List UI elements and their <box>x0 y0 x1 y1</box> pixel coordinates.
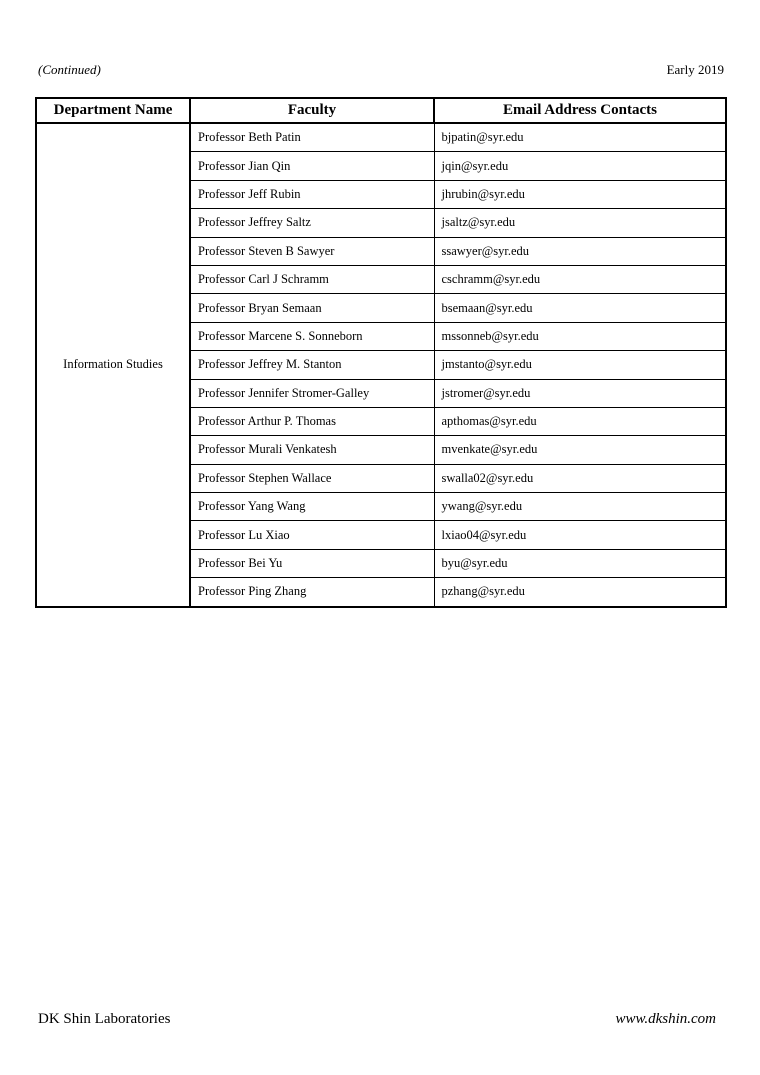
email-cell: jstromer@syr.edu <box>434 379 726 407</box>
email-cell: ywang@syr.edu <box>434 493 726 521</box>
faculty-name-cell: Professor Marcene S. Sonneborn <box>190 322 434 350</box>
faculty-table <box>35 97 727 608</box>
email-cell: swalla02@syr.edu <box>434 464 726 492</box>
email-cell: cschramm@syr.edu <box>434 265 726 293</box>
faculty-name-cell: Professor Murali Venkatesh <box>190 436 434 464</box>
email-cell: pzhang@syr.edu <box>434 578 726 607</box>
faculty-name-cell: Professor Jeffrey Saltz <box>190 209 434 237</box>
faculty-name-cell: Professor Lu Xiao <box>190 521 434 549</box>
faculty-name-cell: Professor Bryan Semaan <box>190 294 434 322</box>
email-cell: jmstanto@syr.edu <box>434 351 726 379</box>
faculty-name-cell: Professor Yang Wang <box>190 493 434 521</box>
email-cell: byu@syr.edu <box>434 549 726 577</box>
email-cell: bjpatin@syr.edu <box>434 123 726 152</box>
faculty-name-cell: Professor Ping Zhang <box>190 578 434 607</box>
faculty-name-cell: Professor Jeffrey M. Stanton <box>190 351 434 379</box>
column-header-email: Email Address Contacts <box>434 98 726 123</box>
email-cell: mvenkate@syr.edu <box>434 436 726 464</box>
email-cell: mssonneb@syr.edu <box>434 322 726 350</box>
table-body <box>36 123 726 607</box>
column-header-department: Department Name <box>36 98 190 123</box>
continued-label: (Continued) <box>38 62 101 77</box>
email-cell: apthomas@syr.edu <box>434 407 726 435</box>
email-cell: lxiao04@syr.edu <box>434 521 726 549</box>
document-date: Early 2019 <box>666 62 724 77</box>
table-header-row <box>36 98 726 123</box>
faculty-name-cell: Professor Arthur P. Thomas <box>190 407 434 435</box>
faculty-name-cell: Professor Stephen Wallace <box>190 464 434 492</box>
footer-company: DK Shin Laboratories <box>38 1011 171 1027</box>
email-cell: ssawyer@syr.edu <box>434 237 726 265</box>
faculty-name-cell: Professor Bei Yu <box>190 549 434 577</box>
column-header-faculty: Faculty <box>190 98 434 123</box>
email-cell: jsaltz@syr.edu <box>434 209 726 237</box>
email-cell: jhrubin@syr.edu <box>434 180 726 208</box>
table-row <box>36 123 726 152</box>
faculty-name-cell: Professor Carl J Schramm <box>190 265 434 293</box>
faculty-name-cell: Professor Beth Patin <box>190 123 434 152</box>
department-name-cell: Information Studies <box>36 123 190 607</box>
faculty-name-cell: Professor Jeff Rubin <box>190 180 434 208</box>
faculty-name-cell: Professor Steven B Sawyer <box>190 237 434 265</box>
faculty-name-cell: Professor Jian Qin <box>190 152 434 180</box>
faculty-name-cell: Professor Jennifer Stromer-Galley <box>190 379 434 407</box>
email-cell: bsemaan@syr.edu <box>434 294 726 322</box>
email-cell: jqin@syr.edu <box>434 152 726 180</box>
footer-website: www.dkshin.com <box>615 1011 716 1027</box>
